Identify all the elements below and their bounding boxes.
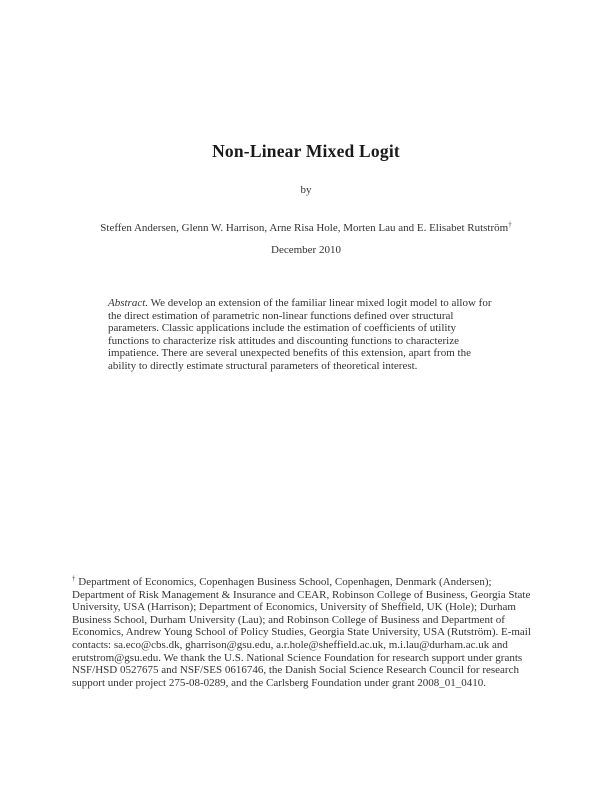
abstract	[108, 297, 498, 373]
footnote-text: Department of Economics, Copenhagen Business School, Copenhagen, Denmark (Andersen); Department of Risk Management & Insurance and CEAR, Robinson College of Business, Georgia State University, USA (Harrison); Department of Economics, University of Sheffield, UK (Hole); Durham Business School, Durham University (Lau); and Robinson College of Business and Department of Economics, Andrew Young School of Policy Studies, Georgia State University, USA (Rutström). E-mail contacts: sa.eco@cbs.dk, gharrison@gsu.edu, a.r.hole@sheffield.ac.uk, m.i.lau@durham.ac.uk and erutstrom@gsu.edu. We thank the U.S. National Science Foundation for research support under grants NSF/HSD 0527675 and NSF/SES 0616746, the Danish Social Science Research Council for research support under project 275-08-0289, and the Carlsberg Foundation under grant 2008_01_0410.	[72, 576, 531, 689]
author-footnote-mark: †	[508, 220, 512, 229]
abstract-text: We develop an extension of the familiar linear mixed logit model to allow for the direct estimation of parametric non-linear functions defined over structural parameters. Classic applications include the estimation of coefficients of utility functions to characterize risk attitudes and discounting functions to characterize impatience. There are several unexpected benefits of this extension, apart from the ability to directly estimate structural parameters of theoretical interest.	[108, 297, 492, 372]
abstract-label: Abstract.	[108, 297, 149, 309]
author-names: Steffen Andersen, Glenn W. Harrison, Arne Risa Hole, Morten Lau and E. Elisabet Rutström	[100, 222, 509, 234]
paper-title: Non-Linear Mixed Logit	[212, 141, 400, 161]
footnote-mark: †	[72, 574, 76, 583]
author-list	[0, 222, 612, 234]
by-line: by	[300, 184, 312, 196]
paper-date: December 2010	[271, 244, 341, 256]
affiliation-footnote	[72, 576, 542, 689]
